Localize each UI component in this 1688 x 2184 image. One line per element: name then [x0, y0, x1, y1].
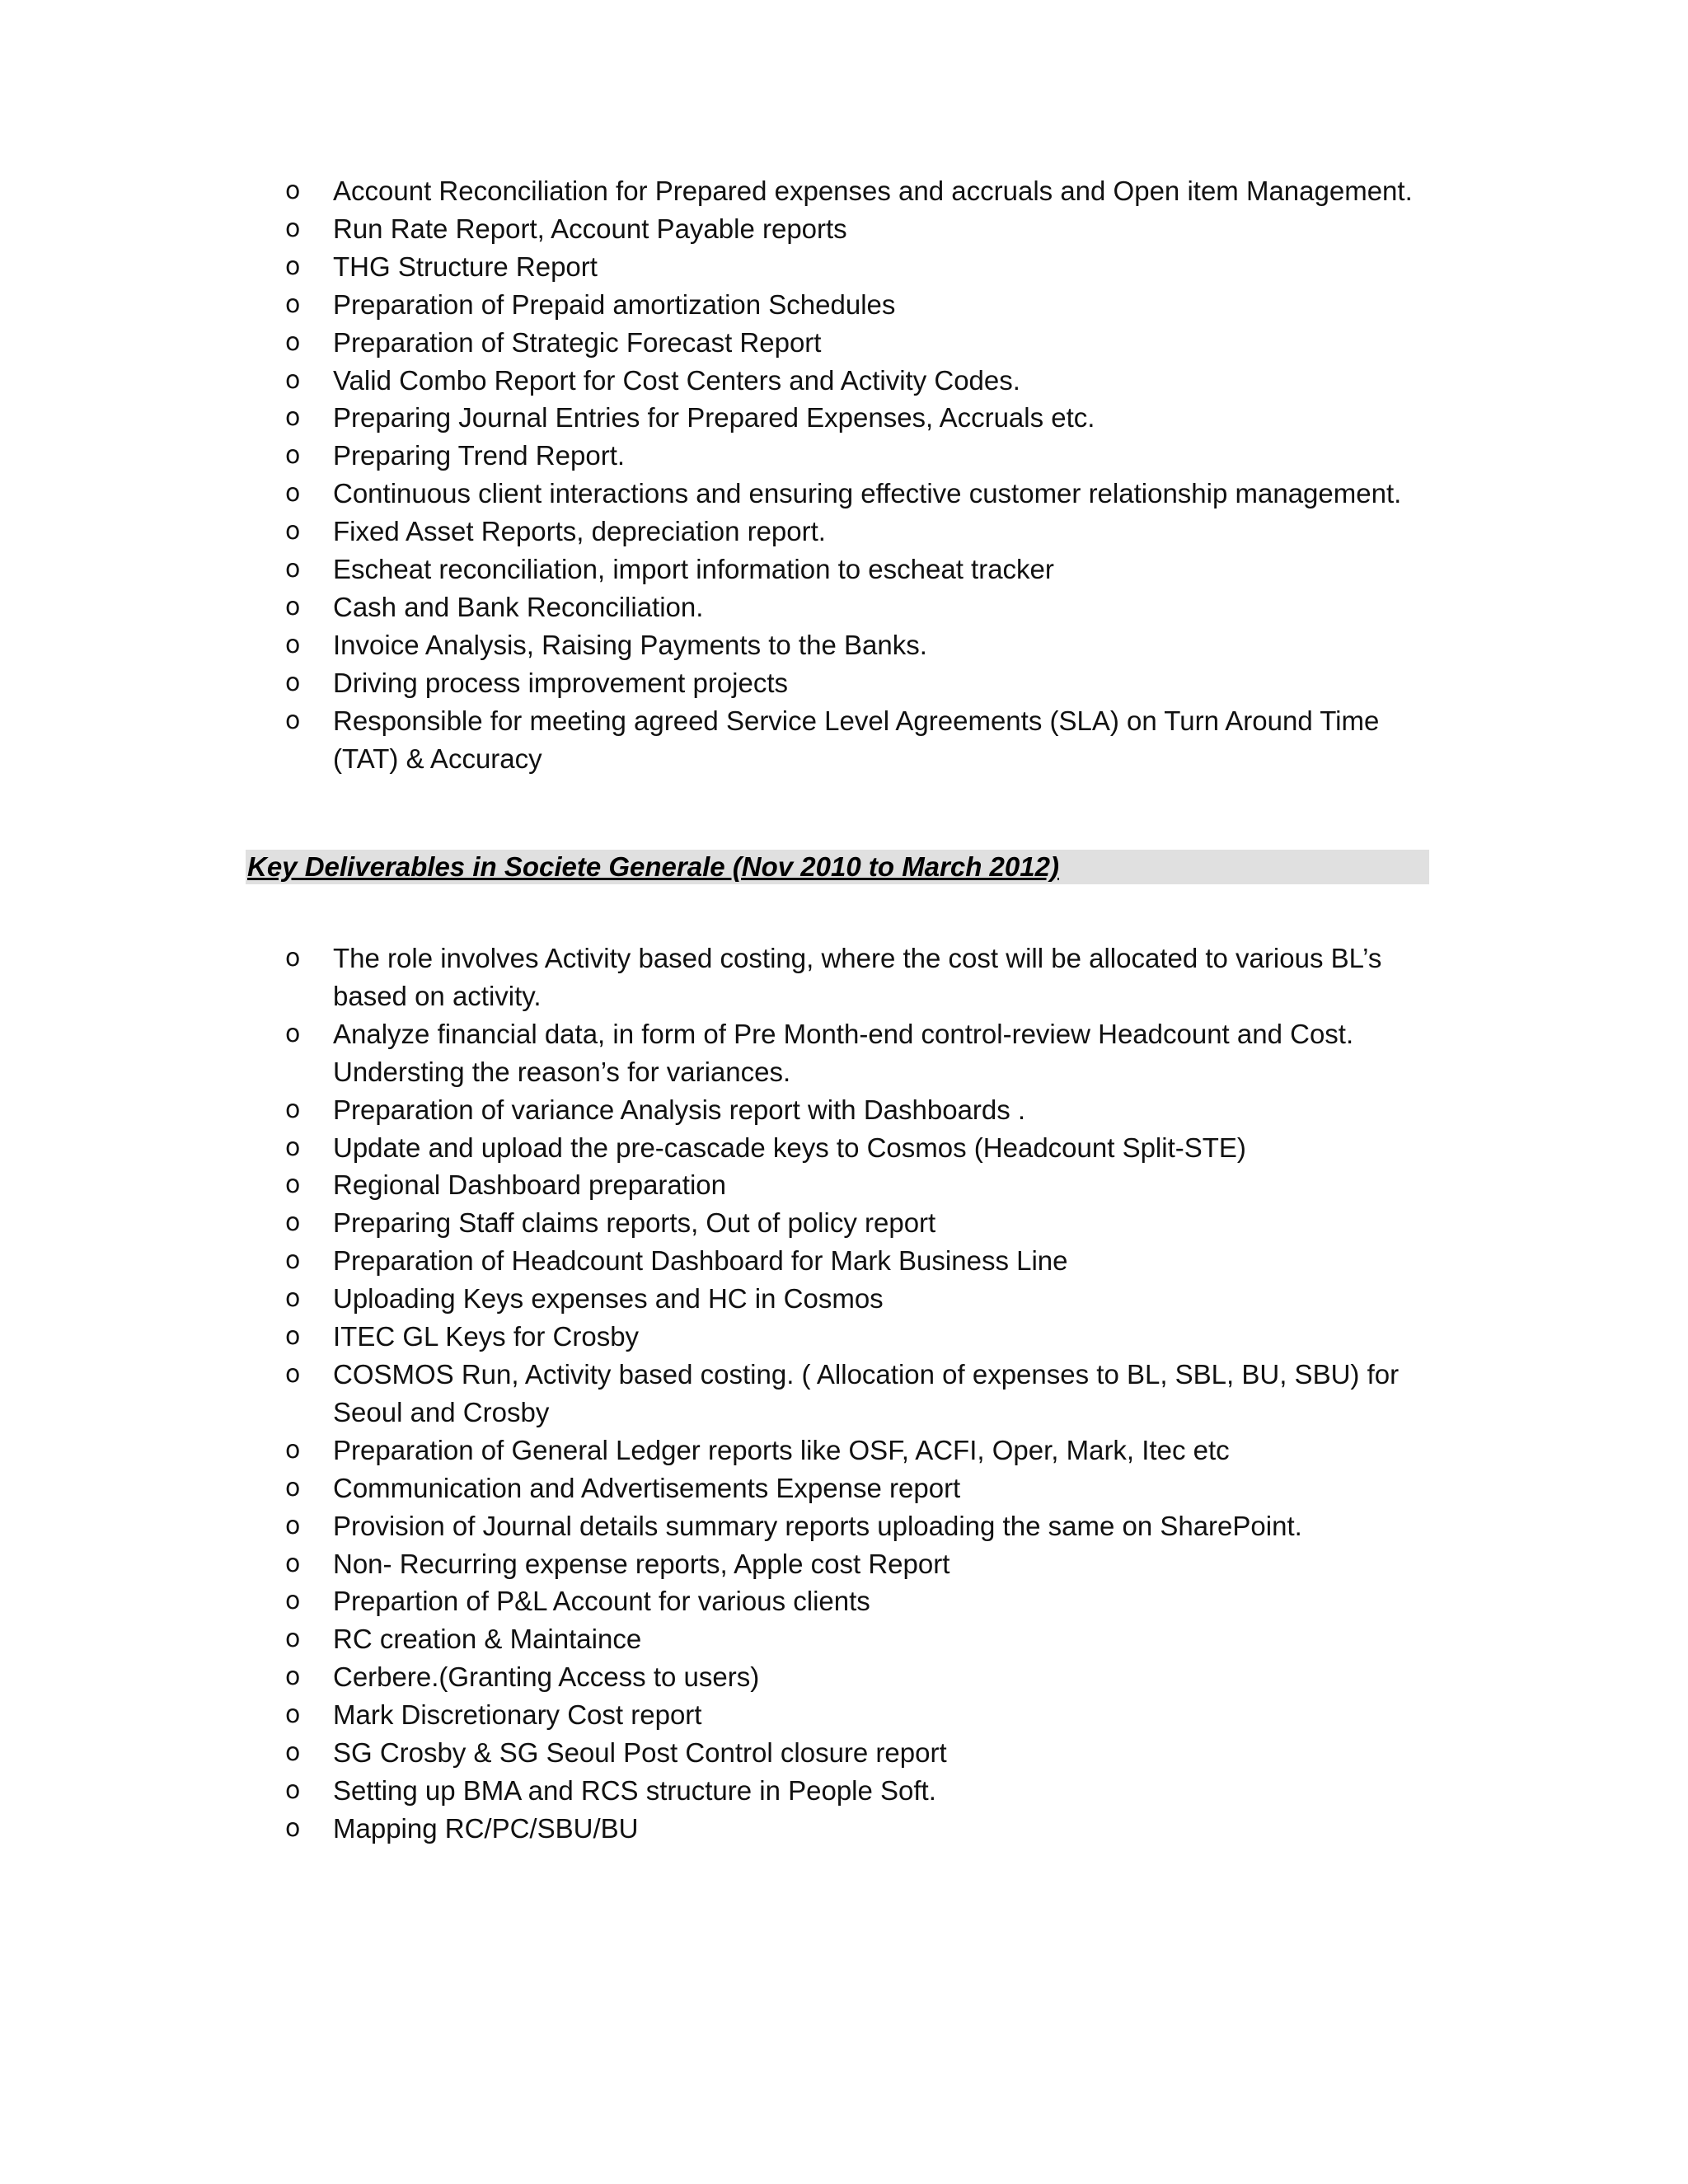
list-item-text: Responsible for meeting agreed Service Level Agreements (SLA) on Turn Around Time (TAT) & Accuracy [333, 705, 1380, 774]
bullet-icon: o [285, 555, 301, 584]
list-item [0, 1432, 1688, 1469]
list-item-text: Preparation of Headcount Dashboard for Mark Business Line [333, 1245, 1068, 1277]
list-item-text: Cerbere.(Granting Access to users) [333, 1661, 760, 1693]
list-item [0, 1166, 1688, 1204]
bullet-icon: o [285, 1435, 301, 1465]
bullet-icon: o [285, 1586, 301, 1616]
bullet-icon: o [285, 176, 301, 205]
bullet-icon: o [285, 213, 301, 243]
bullet-icon: o [285, 441, 301, 471]
list-item-text: Fixed Asset Reports, depreciation report. [333, 516, 826, 547]
list-item [0, 940, 1688, 1015]
bullet-icon: o [285, 1624, 301, 1654]
list-item-text: ITEC GL Keys for Crosby [333, 1321, 640, 1352]
list-item-text: Mapping RC/PC/SBU/BU [333, 1812, 639, 1844]
bullet-icon: o [285, 1359, 301, 1389]
bullet-icon: o [285, 1132, 301, 1162]
list-item [0, 1280, 1688, 1318]
list-item-text: Preparation of Prepaid amortization Schedules [333, 288, 896, 320]
list-item [0, 1015, 1688, 1091]
list-item-text: Prepartion of P&L Account for various clients [333, 1586, 870, 1617]
list-item [0, 1545, 1688, 1583]
list-item [0, 248, 1688, 286]
bullet-icon: o [285, 1473, 301, 1502]
bullet-icon: o [285, 403, 301, 433]
bullet-icon: o [285, 705, 301, 735]
bullet-icon: o [285, 1511, 301, 1540]
list-item-text: Uploading Keys expenses and HC in Cosmos [333, 1283, 884, 1315]
list-item-text: Preparing Staff claims reports, Out of policy report [333, 1207, 936, 1239]
list-item [0, 1507, 1688, 1545]
list-item-text: COSMOS Run, Activity based costing. ( Allocation of expenses to BL, SBL, BU, SBU) for Seoul and Crosby [333, 1358, 1400, 1427]
bullet-icon: o [285, 592, 301, 621]
bullet-icon: o [285, 327, 301, 357]
list-item [0, 437, 1688, 475]
list-item-text: The role involves Activity based costing, where the cost will be allocated to various BL’s based on activity. [333, 943, 1382, 1011]
bullet-icon: o [285, 479, 301, 509]
list-item-text: THG Structure Report [333, 251, 598, 282]
list-item [0, 362, 1688, 400]
list-item [0, 1469, 1688, 1507]
list-item-text: Preparation of General Ledger reports like OSF, ACFI, Oper, Mark, Itec etc [333, 1434, 1230, 1465]
list-item [0, 1356, 1688, 1432]
list-item [0, 551, 1688, 588]
list-item-text: Account Reconciliation for Prepared expenses and accruals and Open item Management. [333, 176, 1413, 206]
deliverables-list [0, 940, 1688, 1848]
list-item [0, 172, 1688, 210]
list-item [0, 1204, 1688, 1242]
list-item [0, 626, 1688, 664]
list-item-text: Regional Dashboard preparation [333, 1169, 726, 1201]
section-heading-text: Key Deliverables in Societe Generale (Nov 2010 to March 2012) [247, 851, 1059, 882]
list-item [0, 1582, 1688, 1620]
list-item-text: Preparation of Strategic Forecast Report [333, 326, 822, 358]
bullet-icon: o [285, 1813, 301, 1843]
bullet-icon: o [285, 944, 301, 972]
list-item-text: SG Crosby & SG Seoul Post Control closure report [333, 1737, 947, 1769]
section-heading [246, 850, 1429, 884]
bullet-icon: o [285, 1208, 301, 1238]
list-item-text: Update and upload the pre-cascade keys to Cosmos (Headcount Split-STE) [333, 1132, 1246, 1163]
list-item-text: Cash and Bank Reconciliation. [333, 591, 704, 622]
bullet-icon: o [285, 1019, 301, 1048]
list-item [0, 1658, 1688, 1696]
bullet-icon: o [285, 251, 301, 281]
list-item-text: RC creation & Maintaince [333, 1624, 642, 1655]
bullet-icon: o [285, 630, 301, 659]
list-item [0, 1734, 1688, 1772]
responsibilities-list [0, 172, 1688, 778]
list-item-text: Run Rate Report, Account Payable reports [333, 213, 847, 244]
list-item [0, 1620, 1688, 1658]
list-item [0, 1810, 1688, 1848]
bullet-icon: o [285, 1738, 301, 1768]
bullet-icon: o [285, 1700, 301, 1730]
bullet-icon: o [285, 1246, 301, 1276]
list-item [0, 513, 1688, 551]
bullet-icon: o [285, 365, 301, 395]
list-item [0, 1242, 1688, 1280]
list-item [0, 1129, 1688, 1167]
list-item [0, 210, 1688, 248]
list-item [0, 1091, 1688, 1129]
list-item [0, 664, 1688, 702]
bullet-icon: o [285, 1170, 301, 1200]
bullet-icon: o [285, 1549, 301, 1578]
list-item [0, 1696, 1688, 1734]
list-item-text: Communication and Advertisements Expense report [333, 1472, 961, 1503]
list-item-text: Invoice Analysis, Raising Payments to the Banks. [333, 629, 927, 660]
list-item [0, 1772, 1688, 1810]
list-item [0, 399, 1688, 437]
bullet-icon: o [285, 1322, 301, 1352]
list-item-text: Analyze financial data, in form of Pre Month-end control-review Headcount and Cost. Understing the reason’s for variances. [333, 1018, 1354, 1087]
bullet-icon: o [285, 1094, 301, 1124]
list-item-text: Provision of Journal details summary reports uploading the same on SharePoint. [333, 1510, 1302, 1541]
list-item [0, 475, 1688, 513]
list-item [0, 588, 1688, 626]
list-item [0, 1318, 1688, 1356]
list-item-text: Driving process improvement projects [333, 667, 789, 698]
list-item-text: Preparing Journal Entries for Prepared Expenses, Accruals etc. [333, 402, 1095, 434]
list-item [0, 324, 1688, 362]
bullet-icon: o [285, 1775, 301, 1805]
list-item-text: Setting up BMA and RCS structure in People Soft. [333, 1774, 936, 1806]
list-item-text: Non- Recurring expense reports, Apple cost Report [333, 1548, 950, 1579]
bullet-icon: o [285, 289, 301, 319]
list-item-text: Preparation of variance Analysis report with Dashboards . [333, 1094, 1026, 1125]
list-item-text: Continuous client interactions and ensuring effective customer relationship management. [333, 478, 1402, 509]
list-item-text: Mark Discretionary Cost report [333, 1699, 702, 1731]
bullet-icon: o [285, 668, 301, 697]
list-item [0, 702, 1688, 778]
list-item [0, 286, 1688, 324]
list-item-text: Escheat reconciliation, import information to escheat tracker [333, 554, 1054, 585]
list-item-text: Preparing Trend Report. [333, 440, 626, 471]
list-item-text: Valid Combo Report for Cost Centers and Activity Codes. [333, 364, 1020, 396]
bullet-icon: o [285, 517, 301, 546]
bullet-icon: o [285, 1284, 301, 1314]
bullet-icon: o [285, 1662, 301, 1692]
